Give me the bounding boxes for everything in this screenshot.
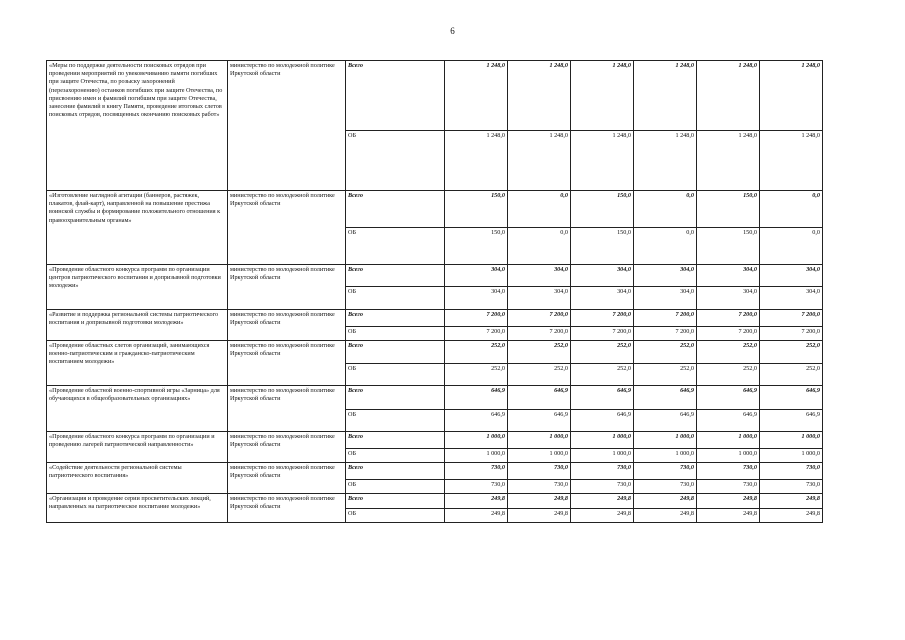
total-value-cell: 249,8	[760, 494, 823, 509]
table-row	[47, 265, 823, 287]
funding-source-ob-label: ОБ	[346, 410, 445, 432]
ob-value-cell: 1 248,0	[508, 131, 571, 191]
table-row	[47, 310, 823, 327]
total-value-cell: 730,0	[508, 463, 571, 480]
measure-name: «Проведение областного конкурса программ по организации и проведению лагерей патриотической направленности»	[47, 432, 228, 463]
total-value-cell: 7 200,0	[445, 310, 508, 327]
executor-name: министерство по молодежной политике Иркутской области	[228, 265, 346, 310]
total-value-cell: 646,9	[445, 386, 508, 410]
table-row	[47, 341, 823, 364]
table-row	[47, 494, 823, 509]
ob-value-cell: 304,0	[571, 287, 634, 310]
ob-value-cell: 730,0	[445, 480, 508, 494]
ob-value-cell: 646,9	[697, 410, 760, 432]
measure-name: «Проведение областных слетов организаций, занимающихся военно-патриотическим и гражданско-патриотическим воспитанием молодежи»	[47, 341, 228, 386]
ob-value-cell: 252,0	[445, 364, 508, 386]
total-value-cell: 646,9	[760, 386, 823, 410]
total-value-cell: 252,0	[634, 341, 697, 364]
table-row	[47, 463, 823, 480]
funding-source-total-label: Всего	[346, 61, 445, 131]
table-row	[47, 191, 823, 228]
ob-value-cell: 150,0	[571, 228, 634, 265]
total-value-cell: 304,0	[760, 265, 823, 287]
table-row	[47, 432, 823, 449]
total-value-cell: 304,0	[508, 265, 571, 287]
total-value-cell: 304,0	[697, 265, 760, 287]
total-value-cell: 1 000,0	[445, 432, 508, 449]
executor-name: министерство по молодежной политике Иркутской области	[228, 61, 346, 191]
ob-value-cell: 7 200,0	[697, 327, 760, 341]
ob-value-cell: 252,0	[571, 364, 634, 386]
funding-source-ob-label: ОБ	[346, 131, 445, 191]
total-value-cell: 252,0	[445, 341, 508, 364]
table-row	[47, 386, 823, 410]
funding-source-ob-label: ОБ	[346, 509, 445, 523]
ob-value-cell: 730,0	[760, 480, 823, 494]
ob-value-cell: 249,8	[508, 509, 571, 523]
ob-value-cell: 7 200,0	[508, 327, 571, 341]
ob-value-cell: 1 000,0	[508, 449, 571, 463]
funding-source-ob-label: ОБ	[346, 449, 445, 463]
measure-name: «Меры по поддержке деятельности поисковых отрядов при проведении мероприятий по увековечиванию памяти погибших при защите Отечества, по розыску захоронений (перезахоронению) останков погибших при защите Отечества, по присвоению имен и фамилий погибшим при защите Отечества, занесение фамилий в книгу Памяти, проведение итоговых слетов поисковых отрядов, посвященных окончанию поисковых работ»	[47, 61, 228, 191]
ob-value-cell: 0,0	[760, 228, 823, 265]
executor-name: министерство по молодежной политике Иркутской области	[228, 494, 346, 523]
total-value-cell: 1 000,0	[697, 432, 760, 449]
total-value-cell: 150,0	[571, 191, 634, 228]
ob-value-cell: 646,9	[508, 410, 571, 432]
measure-name: «Проведение областного конкурса программ по организации центров патриотического воспитания и допризывной подготовки молодежи»	[47, 265, 228, 310]
ob-value-cell: 252,0	[508, 364, 571, 386]
ob-value-cell: 646,9	[445, 410, 508, 432]
ob-value-cell: 150,0	[445, 228, 508, 265]
total-value-cell: 252,0	[760, 341, 823, 364]
executor-name: министерство по молодежной политике Иркутской области	[228, 191, 346, 265]
total-value-cell: 730,0	[571, 463, 634, 480]
total-value-cell: 1 000,0	[760, 432, 823, 449]
total-value-cell: 304,0	[571, 265, 634, 287]
total-value-cell: 252,0	[697, 341, 760, 364]
ob-value-cell: 252,0	[697, 364, 760, 386]
total-value-cell: 249,8	[571, 494, 634, 509]
total-value-cell: 252,0	[508, 341, 571, 364]
funding-source-ob-label: ОБ	[346, 364, 445, 386]
ob-value-cell: 1 248,0	[571, 131, 634, 191]
ob-value-cell: 730,0	[697, 480, 760, 494]
ob-value-cell: 646,9	[634, 410, 697, 432]
ob-value-cell: 7 200,0	[634, 327, 697, 341]
funding-source-total-label: Всего	[346, 265, 445, 287]
ob-value-cell: 730,0	[634, 480, 697, 494]
funding-source-total-label: Всего	[346, 310, 445, 327]
funding-source-ob-label: ОБ	[346, 327, 445, 341]
total-value-cell: 730,0	[445, 463, 508, 480]
total-value-cell: 249,8	[697, 494, 760, 509]
total-value-cell: 150,0	[697, 191, 760, 228]
total-value-cell: 1 248,0	[445, 61, 508, 131]
total-value-cell: 7 200,0	[571, 310, 634, 327]
ob-value-cell: 1 000,0	[634, 449, 697, 463]
total-value-cell: 730,0	[697, 463, 760, 480]
total-value-cell: 7 200,0	[508, 310, 571, 327]
ob-value-cell: 150,0	[697, 228, 760, 265]
total-value-cell: 249,8	[634, 494, 697, 509]
funding-source-total-label: Всего	[346, 463, 445, 480]
funding-source-ob-label: ОБ	[346, 480, 445, 494]
ob-value-cell: 730,0	[571, 480, 634, 494]
total-value-cell: 249,8	[445, 494, 508, 509]
ob-value-cell: 249,8	[445, 509, 508, 523]
funding-source-total-label: Всего	[346, 386, 445, 410]
ob-value-cell: 7 200,0	[445, 327, 508, 341]
ob-value-cell: 249,8	[634, 509, 697, 523]
ob-value-cell: 252,0	[760, 364, 823, 386]
total-value-cell: 7 200,0	[760, 310, 823, 327]
ob-value-cell: 304,0	[445, 287, 508, 310]
page-number: 6	[450, 26, 455, 36]
table-row	[47, 61, 823, 131]
total-value-cell: 7 200,0	[634, 310, 697, 327]
funding-source-ob-label: ОБ	[346, 287, 445, 310]
ob-value-cell: 1 000,0	[697, 449, 760, 463]
executor-name: министерство по молодежной политике Иркутской области	[228, 386, 346, 432]
measure-name: «Изготовление наглядной агитации (баннеров, растяжек, плакатов, флай-карт), направленной на повышение престижа воинской службы и формирование положительного отношения к правоохранительным органам»	[47, 191, 228, 265]
ob-value-cell: 249,8	[697, 509, 760, 523]
funding-source-total-label: Всего	[346, 191, 445, 228]
total-value-cell: 150,0	[445, 191, 508, 228]
measure-name: «Организация и проведение серии просветительских лекций, направленных на патриотическое воспитание молодежи»	[47, 494, 228, 523]
executor-name: министерство по молодежной политике Иркутской области	[228, 432, 346, 463]
total-value-cell: 304,0	[634, 265, 697, 287]
ob-value-cell: 304,0	[697, 287, 760, 310]
ob-value-cell: 1 248,0	[760, 131, 823, 191]
ob-value-cell: 0,0	[634, 228, 697, 265]
ob-value-cell: 304,0	[760, 287, 823, 310]
total-value-cell: 1 248,0	[697, 61, 760, 131]
total-value-cell: 646,9	[508, 386, 571, 410]
total-value-cell: 252,0	[571, 341, 634, 364]
funding-source-ob-label: ОБ	[346, 228, 445, 265]
measure-name: «Проведение областной военно-спортивной игры «Зарница» для обучающихся в общеобразовательных организациях»	[47, 386, 228, 432]
ob-value-cell: 0,0	[508, 228, 571, 265]
funding-source-total-label: Всего	[346, 341, 445, 364]
ob-value-cell: 249,8	[760, 509, 823, 523]
ob-value-cell: 646,9	[571, 410, 634, 432]
measure-name: «Развитие и поддержка региональной системы патриотического воспитания и допризывной подготовки молодежи»	[47, 310, 228, 341]
budget-table	[46, 60, 823, 523]
ob-value-cell: 1 000,0	[571, 449, 634, 463]
ob-value-cell: 730,0	[508, 480, 571, 494]
total-value-cell: 304,0	[445, 265, 508, 287]
table-body	[47, 61, 823, 523]
measure-name: «Содействие деятельности региональной системы патриотического воспитания»	[47, 463, 228, 494]
executor-name: министерство по молодежной политике Иркутской области	[228, 463, 346, 494]
total-value-cell: 1 000,0	[634, 432, 697, 449]
total-value-cell: 0,0	[508, 191, 571, 228]
executor-name: министерство по молодежной политике Иркутской области	[228, 310, 346, 341]
ob-value-cell: 249,8	[571, 509, 634, 523]
total-value-cell: 1 000,0	[571, 432, 634, 449]
ob-value-cell: 7 200,0	[571, 327, 634, 341]
ob-value-cell: 1 000,0	[760, 449, 823, 463]
funding-source-total-label: Всего	[346, 494, 445, 509]
total-value-cell: 1 000,0	[508, 432, 571, 449]
total-value-cell: 1 248,0	[571, 61, 634, 131]
ob-value-cell: 252,0	[634, 364, 697, 386]
ob-value-cell: 1 248,0	[697, 131, 760, 191]
ob-value-cell: 7 200,0	[760, 327, 823, 341]
total-value-cell: 7 200,0	[697, 310, 760, 327]
funding-source-total-label: Всего	[346, 432, 445, 449]
total-value-cell: 730,0	[760, 463, 823, 480]
ob-value-cell: 304,0	[508, 287, 571, 310]
ob-value-cell: 304,0	[634, 287, 697, 310]
total-value-cell: 0,0	[634, 191, 697, 228]
total-value-cell: 730,0	[634, 463, 697, 480]
total-value-cell: 1 248,0	[508, 61, 571, 131]
ob-value-cell: 1 248,0	[634, 131, 697, 191]
ob-value-cell: 646,9	[760, 410, 823, 432]
total-value-cell: 1 248,0	[634, 61, 697, 131]
total-value-cell: 646,9	[697, 386, 760, 410]
ob-value-cell: 1 000,0	[445, 449, 508, 463]
total-value-cell: 1 248,0	[760, 61, 823, 131]
executor-name: министерство по молодежной политике Иркутской области	[228, 341, 346, 386]
total-value-cell: 249,8	[508, 494, 571, 509]
total-value-cell: 0,0	[760, 191, 823, 228]
total-value-cell: 646,9	[634, 386, 697, 410]
total-value-cell: 646,9	[571, 386, 634, 410]
ob-value-cell: 1 248,0	[445, 131, 508, 191]
